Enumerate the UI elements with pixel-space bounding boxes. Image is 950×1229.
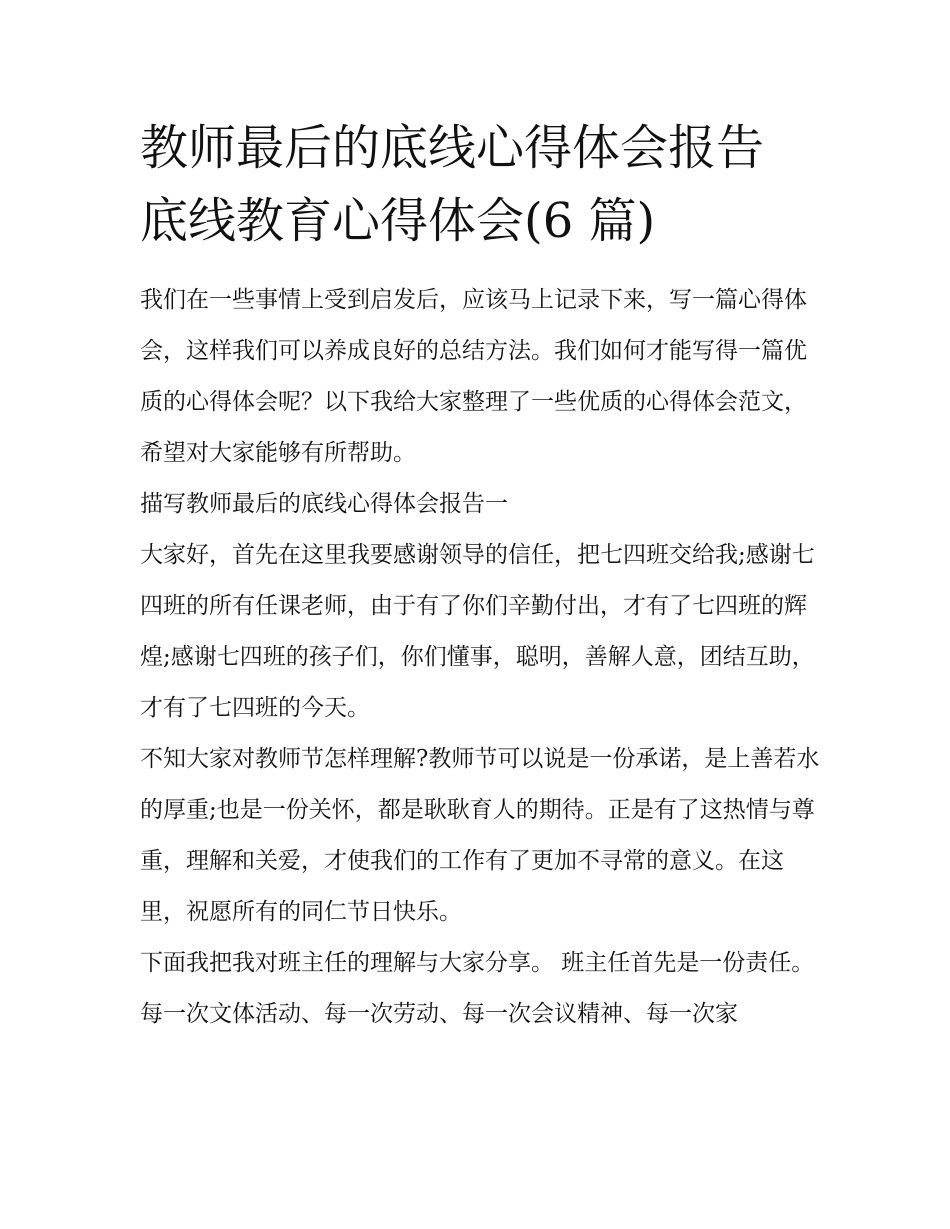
body-paragraph-2: 不知大家对教师节怎样理解?教师节可以说是一份承诺，是上善若水的厚重;也是一份关怀，都是耿耿育人的期待。正是有了这热情与尊重，理解和关爱，才使我们的工作有了更加不寻常的意义。在这里，祝愿所有的同仁节日快乐。 [140, 746, 820, 925]
body-paragraph-3: 下面我把我对班主任的理解与大家分享。 班主任首先是一份责任。 [140, 950, 815, 976]
document-body [140, 275, 820, 1040]
title-line-1: 教师最后的底线心得体会报告 [140, 120, 765, 176]
document-title [140, 112, 840, 258]
title-line-2: 底线教育心得体会(6 篇) [140, 193, 656, 249]
intro-paragraph: 我们在一些事情上受到启发后，应该马上记录下来，写一篇心得体会，这样我们可以养成良好的总结方法。我们如何才能写得一篇优质的心得体会呢？以下我给大家整理了一些优质的心得体会范文，希望对大家能够有所帮助。 [140, 287, 807, 466]
body-paragraph-1: 大家好，首先在这里我要感谢领导的信任，把七四班交给我;感谢七四班的所有任课老师，由于有了你们辛勤付出，才有了七四班的辉煌;感谢七四班的孩子们，你们懂事，聪明，善解人意，团结互助，才有了七四班的今天。 [140, 542, 815, 721]
body-paragraph-4: 每一次文体活动、每一次劳动、每一次会议精神、每一次家 [140, 1001, 738, 1027]
section-heading: 描写教师最后的底线心得体会报告一 [140, 491, 508, 517]
